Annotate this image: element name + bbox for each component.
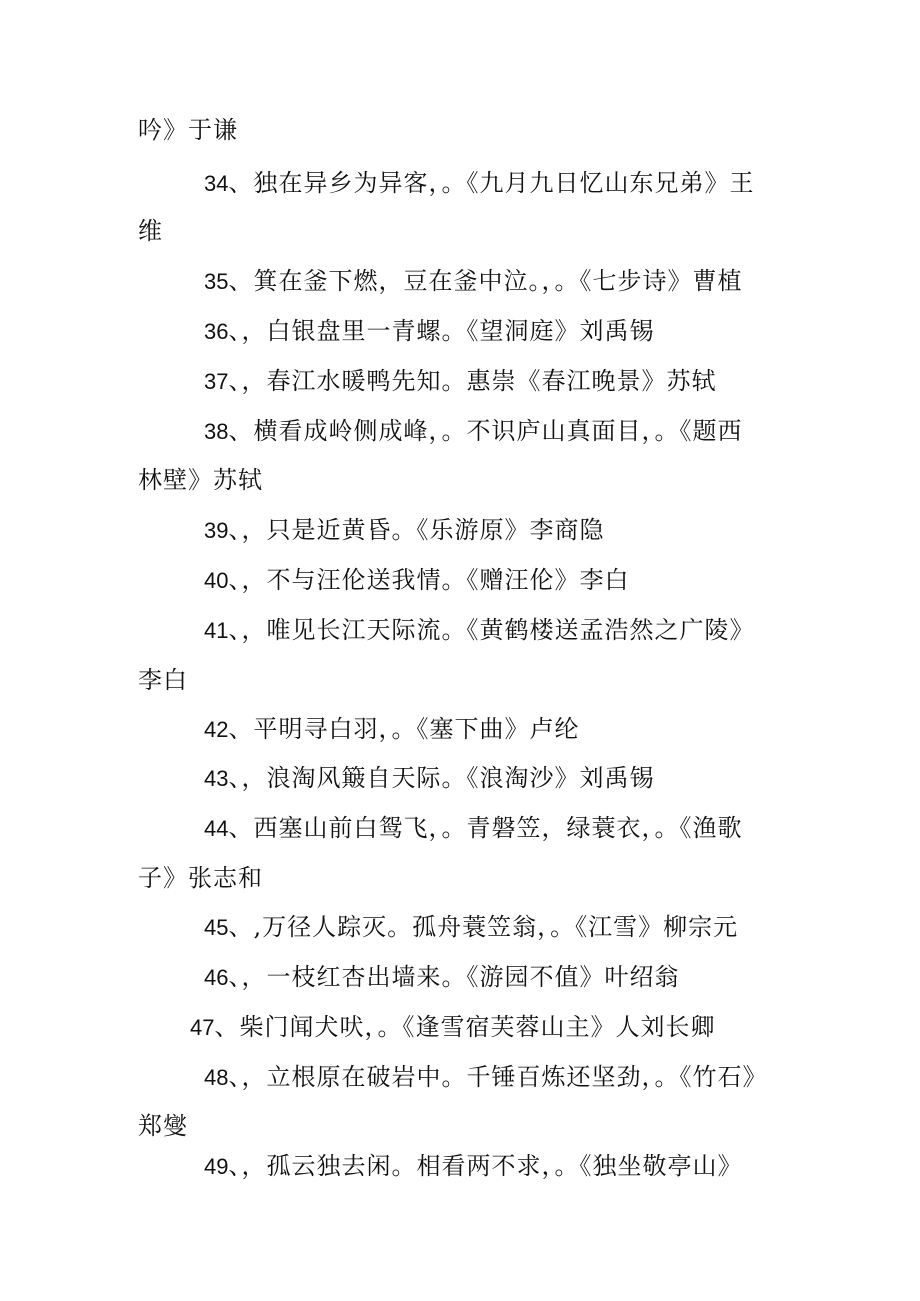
text-line bbox=[138, 216, 163, 246]
text-line bbox=[204, 416, 742, 446]
item-number: 39 bbox=[204, 518, 229, 543]
item-number: 48 bbox=[204, 1065, 229, 1090]
line-text: 、，一枝红杏出墙来。《游园不值》叶绍翁 bbox=[228, 963, 680, 991]
text-line bbox=[204, 813, 742, 843]
text-line bbox=[204, 565, 629, 595]
text-line bbox=[204, 515, 604, 545]
line-text: 、，孤云独去闲。相看两不求，。《独坐敬亭山》 bbox=[228, 1152, 743, 1180]
line-text: 维 bbox=[138, 217, 163, 245]
text-line bbox=[138, 115, 238, 145]
text-line bbox=[204, 1062, 767, 1092]
text-line bbox=[190, 1012, 715, 1042]
text-line bbox=[204, 168, 754, 198]
line-text: 、平明寻白羽，。《塞下曲》卢纶 bbox=[228, 715, 580, 743]
line-text: 、箕在釜下燃，豆在釜中泣。，。《七步诗》曹植 bbox=[228, 267, 743, 295]
text-line bbox=[138, 863, 263, 893]
line-text: 吟》于谦 bbox=[138, 116, 238, 144]
line-text: 、，白银盘里一青螺。《望洞庭》刘禹锡 bbox=[228, 317, 655, 345]
item-number: 37 bbox=[204, 369, 229, 394]
text-line bbox=[204, 366, 716, 396]
line-text: 、，立根原在破岩中。千锤百炼还坚劲，。《竹石》 bbox=[228, 1063, 768, 1091]
line-text: 、横看成岭侧成峰，。不识庐山真面目，。《题西 bbox=[228, 417, 743, 445]
item-number: 49 bbox=[204, 1154, 229, 1179]
line-text: 、独在异乡为异客，。《九月九日忆山东兄弟》王 bbox=[228, 169, 755, 197]
item-number: 42 bbox=[204, 717, 229, 742]
item-number: 36 bbox=[204, 319, 229, 344]
item-number: 40 bbox=[204, 568, 229, 593]
line-text: 、，只是近黄昏。《乐游原》李商隐 bbox=[228, 516, 605, 544]
text-line bbox=[138, 465, 263, 495]
text-line bbox=[204, 912, 738, 942]
line-text: 、，唯见长江天际流。《黄鹤楼送孟浩然之广陵》 bbox=[228, 616, 755, 644]
text-line bbox=[204, 266, 742, 296]
text-line bbox=[204, 316, 654, 346]
line-text: 郑燮 bbox=[138, 1112, 188, 1140]
line-text: 、，春江水暖鸭先知。惠崇《春江晚景》苏轼 bbox=[228, 367, 717, 395]
text-line bbox=[204, 763, 654, 793]
item-number: 45 bbox=[204, 915, 229, 940]
line-text: 、柴门闻犬吠，。《逢雪宿芙蓉山主》人刘长卿 bbox=[214, 1013, 716, 1041]
line-text: 子》张志和 bbox=[138, 864, 263, 892]
item-number: 38 bbox=[204, 419, 229, 444]
text-line bbox=[138, 665, 188, 695]
text-line bbox=[204, 962, 679, 992]
line-text: 、西塞山前白鸳飞，。青磐笠，绿蓑衣，。《渔歌 bbox=[228, 814, 743, 842]
text-line bbox=[204, 714, 579, 744]
item-number: 44 bbox=[204, 816, 229, 841]
line-text: 林壁》苏轼 bbox=[138, 466, 263, 494]
item-number: 34 bbox=[204, 171, 229, 196]
line-text: 、，浪淘风簸自天际。《浪淘沙》刘禹锡 bbox=[228, 764, 655, 792]
text-line bbox=[204, 1151, 742, 1181]
text-line bbox=[138, 1111, 188, 1141]
item-number: 35 bbox=[204, 269, 229, 294]
line-text: 、，不与汪伦送我情。《赠汪伦》李白 bbox=[228, 566, 630, 594]
item-number: 43 bbox=[204, 766, 229, 791]
line-text: 李白 bbox=[138, 666, 188, 694]
item-number: 41 bbox=[204, 618, 229, 643]
item-number: 46 bbox=[204, 965, 229, 990]
text-line bbox=[204, 615, 754, 645]
line-text: 、,万径人踪灭。孤舟蓑笠翁，。《江雪》柳宗元 bbox=[228, 913, 739, 941]
item-number: 47 bbox=[190, 1015, 215, 1040]
